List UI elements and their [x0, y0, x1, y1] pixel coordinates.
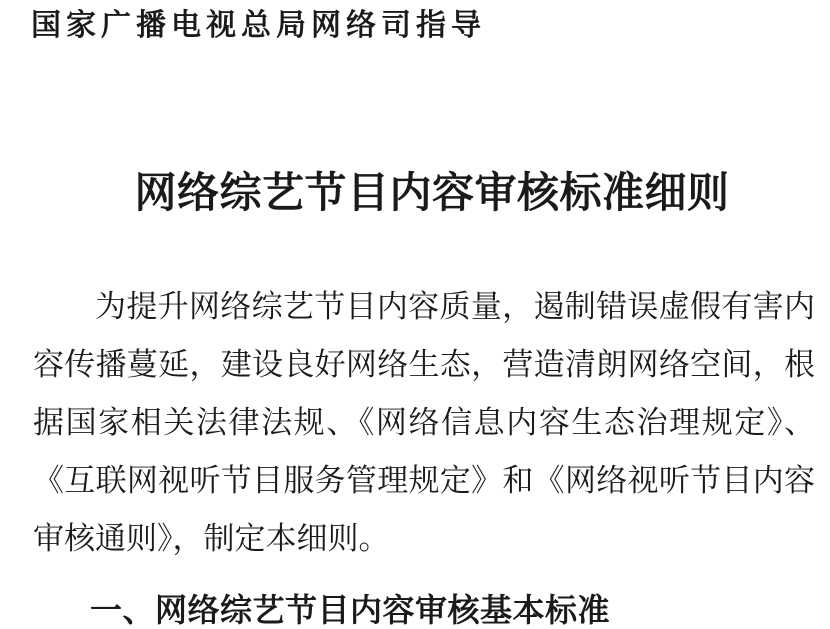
paragraph-line: 审核通则》，制定本细则。 [33, 521, 390, 556]
paragraph-line: 据国家相关法律法规、《网络信息内容生态治理规定》、 [33, 405, 815, 440]
paragraph-line: 容传播蔓延，建设良好网络生态，营造清朗网络空间，根 [33, 347, 815, 382]
section-heading: 一、网络综艺节目内容审核基本标准 [90, 592, 611, 628]
paragraph-line: 为提升网络综艺节目内容质量，遏制错误虚假有害内 [95, 289, 815, 324]
guidance-line: 国家广播电视总局网络司指导 [31, 9, 486, 42]
intro-paragraph [33, 278, 815, 568]
paragraph-line: 《互联网视听节目服务管理规定》和《网络视听节目内容 [33, 463, 815, 498]
document-title: 网络综艺节目内容审核标准细则 [134, 169, 730, 216]
